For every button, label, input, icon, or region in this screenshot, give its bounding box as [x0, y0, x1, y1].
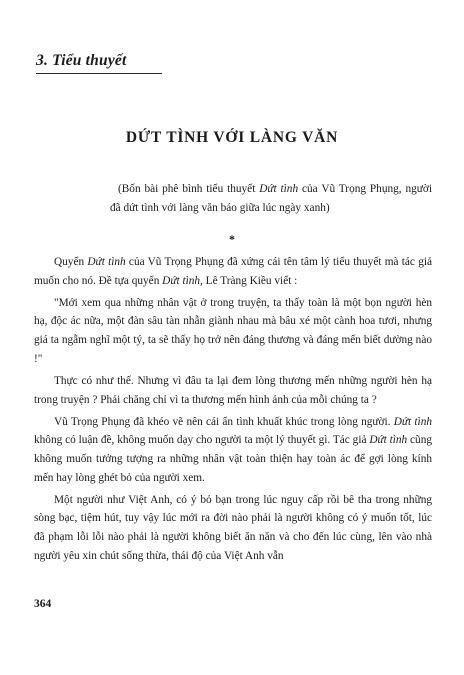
paragraph-5: Một người như Việt Anh, có ý bỏ bạn trong lúc nguy cấp rồi bê tha trong những sòng bạc, tiệm hút, tuy vậy lúc mới ra đời nào phải là người không có ý muốn tốt, lúc đã phạm lỗi lỗi nào phải là người không biết ăn năn và cho đến lúc cùng, lên vào nhà người yêu xin chút sống thừa, thái độ của Việt Anh vẫn: [34, 493, 432, 562]
paragraph-text: của Vũ Trọng Phụng đã xứng cái tên tâm lý tiểu thuyết mà tác giả muốn cho nó. Đề tựa quyển: [34, 256, 432, 287]
paragraph-text: Vũ Trọng Phụng đã khéo vẽ nên cái ẩn tình khuất khúc trong lòng người.: [54, 415, 394, 428]
paragraph-text: không có luận đề, không muốn dạy cho người ta một lý thuyết gì. Tác giả: [34, 434, 370, 447]
section-heading: 3. Tiểu thuyết: [36, 52, 127, 69]
note-text: (Bốn bài phê bình tiểu thuyết: [118, 183, 260, 195]
page-number: 364: [34, 598, 52, 610]
book-title: Dứt tình: [87, 256, 126, 268]
note-book-title: Dứt tình: [259, 183, 299, 195]
book-title: Dứt tình,: [162, 274, 203, 287]
paragraph-text: cũng không muốn tưởng tượng ra những nhân vật toàn thiện hay toàn ác để gợi lòng kính mến hay lòng ghét bỏ của người xem.: [34, 434, 432, 484]
book-title: Dứt tình: [393, 415, 432, 428]
note-text: của Vũ Trọng Phụng, người đã dứt tình với làng văn báo giữa lúc ngày xanh): [110, 183, 432, 214]
paragraph-2-quote: "Mới xem qua những nhân vật ở trong truyện, ta thấy toàn là một bọn người hèn hạ, độc ác nữa, một đàn sâu tàn nhẫn giành nhau mà bâu xé một cành hoa tươi, nhưng giá ta ngẫm nghĩ một tý, ta sẽ thấy họ trở nên đáng thương và đáng mến biết dường nào !": [34, 296, 432, 365]
paragraph-4: [34, 413, 432, 488]
book-title: Dứt tình: [369, 434, 408, 447]
paragraph-1: [34, 253, 432, 290]
section-divider-asterisk: *: [229, 232, 235, 246]
chapter-title: DỨT TÌNH VỚI LÀNG VĂN: [125, 129, 339, 146]
section-underline: [36, 73, 162, 74]
paragraph-3: Thực có như thế. Nhưng vì đâu ta lại đem lòng thương mến những người hèn hạ trong truyện ? Phải chăng chỉ vì ta thương mến hình ảnh của mỗi chúng ta ?: [34, 374, 432, 406]
body-text: [34, 253, 432, 569]
paragraph-text: Quyển: [54, 256, 88, 268]
editorial-note: [110, 180, 432, 218]
paragraph-text: Lê Tràng Kiều viết :: [202, 274, 298, 287]
